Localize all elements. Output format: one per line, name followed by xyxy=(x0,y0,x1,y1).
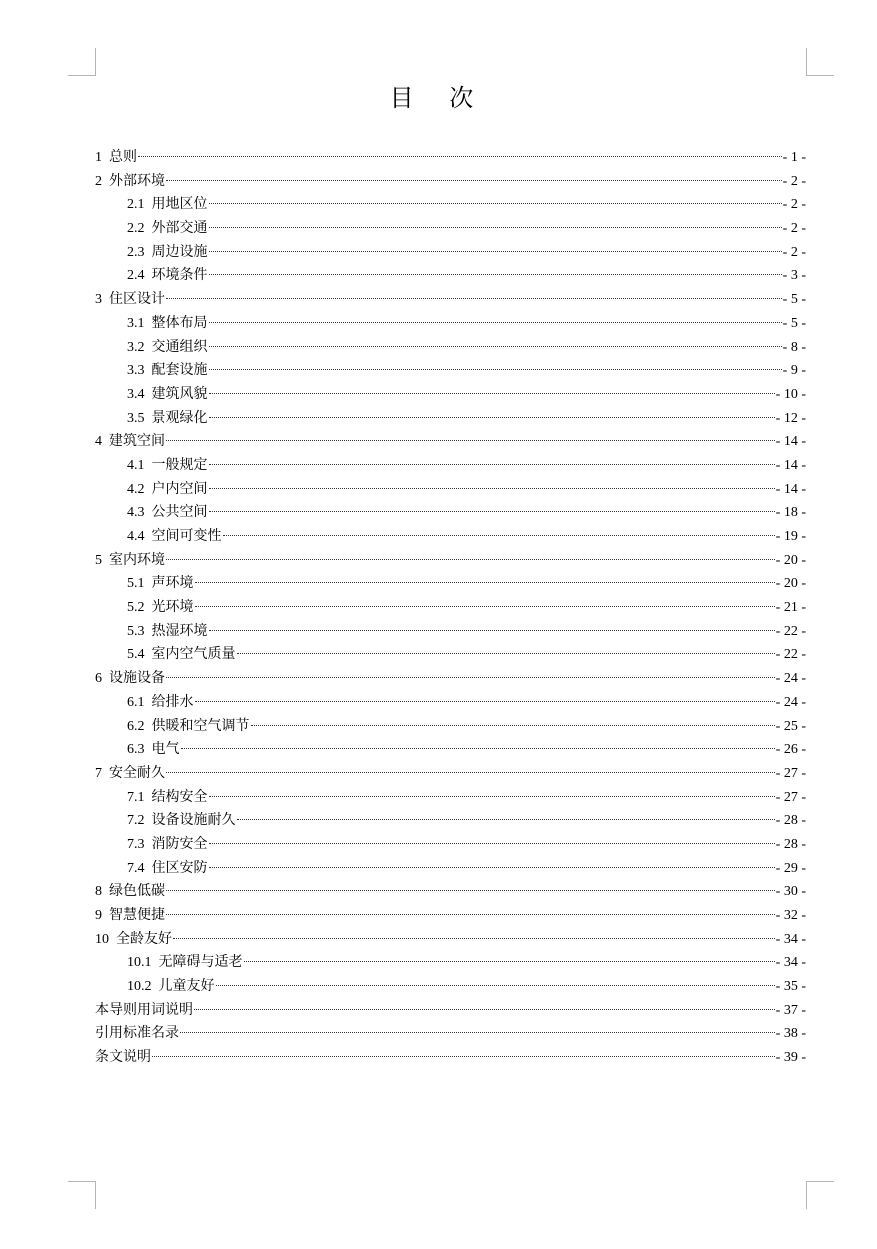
toc-entry[interactable] xyxy=(95,951,806,975)
toc-entry-title: 景观绿化 xyxy=(151,409,208,426)
toc-entry-title: 智慧便捷 xyxy=(109,907,165,923)
toc-entry-page-number: - 2 - xyxy=(782,221,806,237)
toc-dot-leader xyxy=(209,369,782,370)
toc-dot-leader xyxy=(251,725,775,726)
toc-entry-title: 设备设施耐久 xyxy=(151,812,236,829)
toc-entry-title: 绿色低碳 xyxy=(109,883,165,900)
toc-entry-title: 光环境 xyxy=(151,599,194,616)
toc-entry-title: 建筑风貌 xyxy=(151,385,208,402)
toc-entry-number: 4 xyxy=(95,434,102,450)
toc-entry-number: 3.3 xyxy=(127,363,145,379)
toc-entry[interactable] xyxy=(95,501,806,525)
toc-entry-page-number: - 14 - xyxy=(775,481,806,497)
toc-entry-number: 2.3 xyxy=(127,244,145,260)
toc-dot-leader xyxy=(209,867,775,868)
toc-entry[interactable] xyxy=(95,1046,806,1070)
toc-entry-title: 无障碍与适老 xyxy=(158,954,243,971)
toc-entry-number: 4.3 xyxy=(127,505,145,521)
toc-entry-number: 8 xyxy=(95,884,102,900)
toc-entry-page-number: - 21 - xyxy=(775,600,806,616)
toc-entry[interactable] xyxy=(95,193,806,217)
toc-entry-page-number: - 14 - xyxy=(775,457,806,473)
toc-entry-title: 总则 xyxy=(109,149,137,165)
toc-entry-number: 6.3 xyxy=(127,742,145,758)
toc-entry-title: 外部交通 xyxy=(151,220,208,237)
toc-entry-number: 10.1 xyxy=(127,955,152,971)
toc-entry-page-number: - 22 - xyxy=(775,623,806,639)
page-title: 目 次 xyxy=(389,84,488,112)
toc-entry-number: 3.5 xyxy=(127,410,145,426)
toc-entry-page-number: - 1 - xyxy=(782,150,806,165)
toc-entry-page-number: - 8 - xyxy=(782,339,806,355)
toc-entry[interactable] xyxy=(95,170,806,194)
toc-entry[interactable] xyxy=(95,762,806,786)
toc-entry-title: 公共空间 xyxy=(151,504,208,521)
toc-entry-title: 整体布局 xyxy=(151,314,208,331)
crop-mark-top-right xyxy=(806,48,834,76)
toc-entry-page-number: - 19 - xyxy=(775,529,806,544)
toc-entry-page-number: - 24 - xyxy=(775,671,806,687)
toc-entry-page-number: - 28 - xyxy=(775,836,806,852)
toc-dot-leader xyxy=(244,961,775,962)
toc-dot-leader xyxy=(166,772,775,773)
toc-entry-number: 7.4 xyxy=(127,860,145,876)
toc-entry-page-number: - 38 - xyxy=(775,1026,806,1042)
toc-entry-title: 给排水 xyxy=(151,693,194,710)
toc-entry[interactable] xyxy=(95,667,806,691)
toc-dot-leader xyxy=(166,677,775,678)
toc-entry-number: 5.2 xyxy=(127,600,145,616)
toc-dot-leader xyxy=(166,914,775,915)
toc-dot-leader xyxy=(209,227,782,228)
toc-dot-leader xyxy=(195,582,775,583)
toc-entry-title: 住区安防 xyxy=(151,859,208,876)
crop-mark-top-left xyxy=(68,48,96,76)
toc-entry[interactable] xyxy=(95,904,806,928)
toc-entry[interactable] xyxy=(95,478,806,502)
toc-entry-number: 3.1 xyxy=(127,315,145,331)
toc-entry-number: 7.2 xyxy=(127,813,145,829)
toc-entry-title: 环境条件 xyxy=(151,267,208,284)
toc-entry[interactable] xyxy=(95,809,806,833)
toc-dot-leader xyxy=(209,322,782,323)
toc-dot-leader xyxy=(195,701,775,702)
toc-dot-leader xyxy=(209,203,782,204)
toc-entry-title: 儿童友好 xyxy=(158,978,215,995)
toc-entry-page-number: - 20 - xyxy=(775,552,806,568)
toc-entry-title: 空间可变性 xyxy=(151,528,222,544)
toc-dot-leader xyxy=(152,1056,775,1057)
toc-entry[interactable] xyxy=(95,383,806,407)
toc-entry-page-number: - 14 - xyxy=(775,434,806,450)
toc-entry-page-number: - 3 - xyxy=(782,268,806,284)
toc-entry-title: 住区设计 xyxy=(109,291,165,308)
toc-entry[interactable] xyxy=(95,359,806,383)
toc-dot-leader xyxy=(166,559,775,560)
toc-entry[interactable] xyxy=(95,738,806,762)
toc-entry-number: 7 xyxy=(95,765,102,781)
toc-entry-number: 5.1 xyxy=(127,576,145,592)
toc-entry-page-number: - 2 - xyxy=(782,197,806,213)
toc-entry-title: 一般规定 xyxy=(151,456,208,473)
toc-entry-page-number: - 18 - xyxy=(775,505,806,521)
toc-dot-leader xyxy=(166,440,775,441)
toc-entry-number: 3.2 xyxy=(127,339,145,355)
toc-entry-title: 供暖和空气调节 xyxy=(151,717,250,734)
toc-entry[interactable] xyxy=(95,217,806,241)
toc-dot-leader xyxy=(209,630,775,631)
toc-entry[interactable] xyxy=(95,975,806,999)
toc-dot-leader xyxy=(138,156,782,157)
toc-entry[interactable] xyxy=(95,880,806,904)
toc-entry-page-number: - 25 - xyxy=(775,718,806,734)
toc-entry-title: 条文说明 xyxy=(95,1049,151,1066)
toc-entry-number: 4.1 xyxy=(127,457,145,473)
toc-entry-number: 5.4 xyxy=(127,647,145,663)
toc-entry[interactable] xyxy=(95,549,806,573)
toc-entry-number: 2.4 xyxy=(127,268,145,284)
toc-entry-page-number: - 26 - xyxy=(775,742,806,758)
toc-entry-page-number: - 9 - xyxy=(782,363,806,379)
toc-entry-number: 6 xyxy=(95,671,102,687)
toc-entry-page-number: - 5 - xyxy=(782,315,806,331)
toc-entry[interactable] xyxy=(95,430,806,454)
toc-entry-title: 引用标准名录 xyxy=(95,1025,179,1042)
toc-entry-number: 7.3 xyxy=(127,836,145,852)
toc-entry-page-number: - 10 - xyxy=(775,386,806,402)
toc-entry-title: 室内环境 xyxy=(109,551,165,568)
toc-entry-title: 消防安全 xyxy=(151,835,208,852)
toc-entry[interactable] xyxy=(95,146,806,170)
toc-entry-title: 外部环境 xyxy=(109,172,165,189)
toc-entry-number: 10.2 xyxy=(127,979,152,995)
toc-entry[interactable] xyxy=(95,454,806,478)
toc-entry-number: 5.3 xyxy=(127,623,145,639)
toc-entry-number: 3 xyxy=(95,292,102,308)
toc-entry[interactable] xyxy=(95,857,806,881)
toc-entry-title: 电气 xyxy=(151,741,180,758)
toc-dot-leader xyxy=(166,890,775,891)
toc-entry-title: 本导则用词说明 xyxy=(95,1001,193,1018)
toc-entry-number: 1 xyxy=(95,150,102,165)
toc-entry-number: 2.2 xyxy=(127,221,145,237)
toc-entry-title: 配套设施 xyxy=(151,362,208,379)
toc-entry-title: 设施设备 xyxy=(109,670,165,687)
toc-dot-leader xyxy=(181,748,775,749)
toc-entry-page-number: - 2 - xyxy=(782,244,806,260)
toc-entry-title: 全龄友好 xyxy=(116,930,172,947)
toc-entry-title: 交通组织 xyxy=(151,338,208,355)
toc-entry[interactable] xyxy=(95,643,806,667)
toc-dot-leader xyxy=(194,1009,775,1010)
toc-entry-number: 6.1 xyxy=(127,694,145,710)
toc-entry-title: 结构安全 xyxy=(151,788,208,805)
toc-entry-page-number: - 5 - xyxy=(782,292,806,308)
toc-dot-leader xyxy=(209,346,782,347)
toc-entry-page-number: - 28 - xyxy=(775,813,806,829)
toc-entry-number: 9 xyxy=(95,908,102,923)
toc-entry-page-number: - 2 - xyxy=(782,173,806,189)
toc-entry-title: 热湿环境 xyxy=(151,622,208,639)
toc-entry-page-number: - 27 - xyxy=(775,765,806,781)
toc-entry[interactable] xyxy=(95,288,806,312)
toc-entry-title: 户内空间 xyxy=(151,480,208,497)
toc-entry-number: 4.4 xyxy=(127,529,145,544)
toc-dot-leader xyxy=(209,796,775,797)
toc-dot-leader xyxy=(237,819,775,820)
toc-entry[interactable] xyxy=(95,572,806,596)
toc-entry-title: 声环境 xyxy=(151,575,194,592)
toc-entry[interactable] xyxy=(95,691,806,715)
toc-entry-title: 周边设施 xyxy=(151,243,208,260)
toc-entry[interactable] xyxy=(95,596,806,620)
toc-entry-page-number: - 22 - xyxy=(775,647,806,663)
toc-entry[interactable] xyxy=(95,525,806,549)
toc-entry-page-number: - 34 - xyxy=(775,955,806,971)
toc-dot-leader xyxy=(209,251,782,252)
toc-entry[interactable] xyxy=(95,336,806,360)
toc-entry-number: 2 xyxy=(95,173,102,189)
toc-entry-page-number: - 35 - xyxy=(775,979,806,995)
toc-entry-page-number: - 20 - xyxy=(775,576,806,592)
toc-entry[interactable] xyxy=(95,999,806,1023)
toc-entry[interactable] xyxy=(95,928,806,952)
toc-dot-leader xyxy=(209,464,775,465)
toc-dot-leader xyxy=(166,298,782,299)
toc-entry-number: 10 xyxy=(95,931,109,947)
toc-entry-number: 7.1 xyxy=(127,789,145,805)
toc-dot-leader xyxy=(223,535,775,536)
toc-entry-page-number: - 39 - xyxy=(775,1050,806,1066)
toc-dot-leader xyxy=(209,393,775,394)
toc-dot-leader xyxy=(209,274,782,275)
toc-dot-leader xyxy=(166,180,782,181)
toc-entry-number: 6.2 xyxy=(127,718,145,734)
toc-entry[interactable] xyxy=(95,620,806,644)
toc-entry-page-number: - 37 - xyxy=(775,1002,806,1018)
toc-entry-page-number: - 12 - xyxy=(775,410,806,426)
toc-entry-page-number: - 32 - xyxy=(775,908,806,923)
toc-dot-leader xyxy=(180,1032,775,1033)
toc-entry-number: 2.1 xyxy=(127,197,145,213)
toc-entry-page-number: - 30 - xyxy=(775,884,806,900)
toc-entry[interactable] xyxy=(95,407,806,431)
table-of-contents xyxy=(95,146,806,1070)
toc-entry-page-number: - 29 - xyxy=(775,860,806,876)
toc-entry-page-number: - 27 - xyxy=(775,789,806,805)
toc-entry[interactable] xyxy=(95,715,806,739)
toc-entry-number: 3.4 xyxy=(127,386,145,402)
toc-entry-title: 室内空气质量 xyxy=(151,646,236,663)
toc-entry-title: 用地区位 xyxy=(151,196,208,213)
toc-entry-page-number: - 34 - xyxy=(775,931,806,947)
crop-mark-bottom-left xyxy=(68,1181,96,1209)
toc-entry-number: 5 xyxy=(95,552,102,568)
toc-dot-leader xyxy=(195,606,775,607)
toc-dot-leader xyxy=(209,417,775,418)
toc-dot-leader xyxy=(216,985,775,986)
crop-mark-bottom-right xyxy=(806,1181,834,1209)
toc-dot-leader xyxy=(209,843,775,844)
toc-entry-number: 4.2 xyxy=(127,481,145,497)
toc-dot-leader xyxy=(237,653,775,654)
toc-dot-leader xyxy=(209,488,775,489)
toc-dot-leader xyxy=(173,938,775,939)
toc-entry-title: 安全耐久 xyxy=(109,764,165,781)
toc-entry-title: 建筑空间 xyxy=(109,433,165,450)
toc-entry[interactable] xyxy=(95,1022,806,1046)
toc-entry-page-number: - 24 - xyxy=(775,694,806,710)
toc-entry[interactable] xyxy=(95,264,806,288)
toc-entry[interactable] xyxy=(95,312,806,336)
toc-entry[interactable] xyxy=(95,241,806,265)
toc-entry[interactable] xyxy=(95,833,806,857)
toc-entry[interactable] xyxy=(95,786,806,810)
toc-dot-leader xyxy=(209,511,775,512)
